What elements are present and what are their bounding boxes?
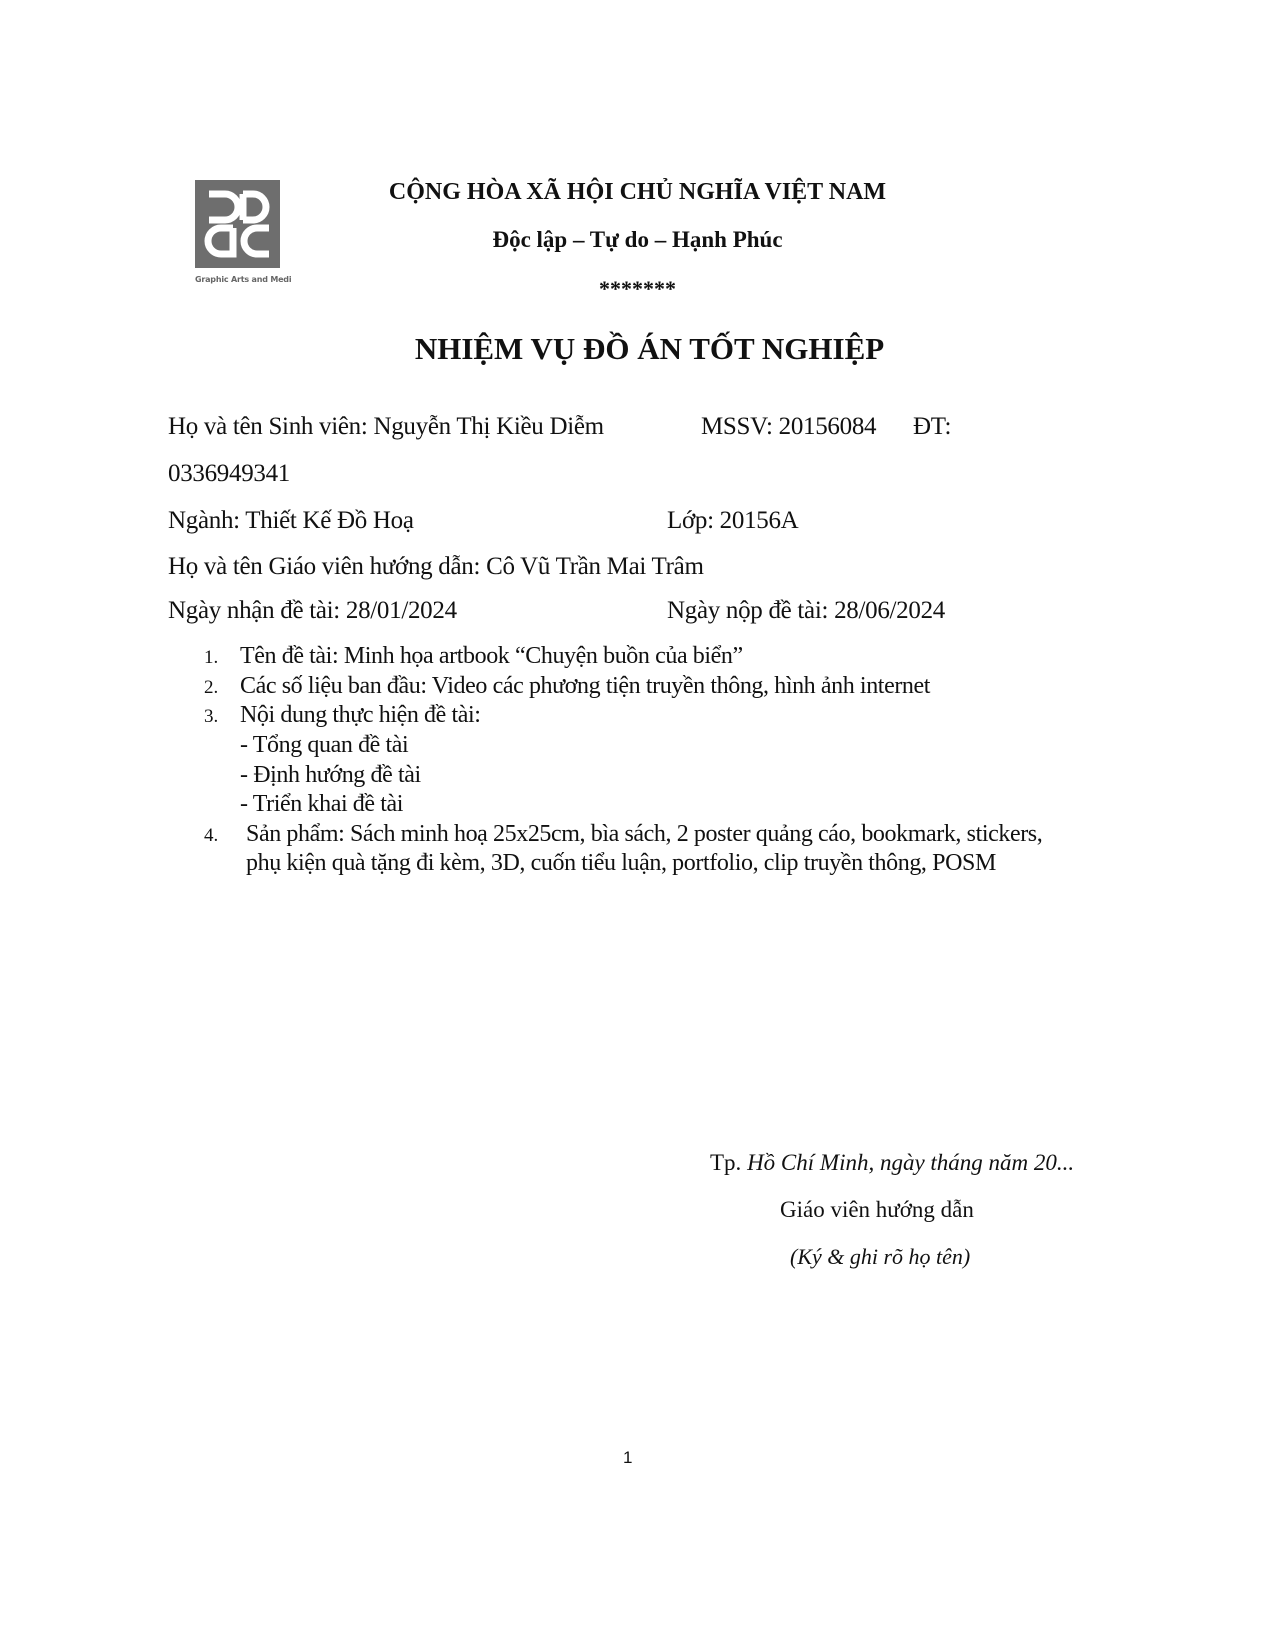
sub-list-item: - Triển khai đề tài	[240, 791, 404, 817]
list-item: Tên đề tài: Minh họa artbook “Chuyện buồn của biển”	[240, 643, 743, 669]
list-number: 4.	[204, 825, 219, 846]
phone-label: ĐT:	[913, 413, 952, 440]
list-number: 1.	[204, 647, 219, 668]
page-title: NHIỆM VỤ ĐỒ ÁN TỐT NGHIỆP	[414, 331, 885, 366]
advisor: Họ và tên Giáo viên hướng dẫn: Cô Vũ Trần Mai Trâm	[168, 553, 704, 580]
logo-caption: Graphic Arts and Medi	[195, 275, 292, 284]
list-number: 2.	[204, 677, 219, 698]
page-number: 1	[623, 1448, 633, 1467]
list-number: 3.	[204, 706, 219, 727]
class: Lớp: 20156A	[667, 507, 799, 534]
list-item: Các số liệu ban đầu: Video các phương tiện truyền thông, hình ảnh internet	[240, 673, 931, 699]
phone-number: 0336949341	[168, 460, 291, 487]
motto: Độc lập – Tự do – Hạnh Phúc	[492, 227, 783, 252]
place-prefix: Tp.	[710, 1150, 748, 1175]
country-header: CỘNG HÒA XÃ HỘI CHỦ NGHĨA VIỆT NAM	[388, 179, 887, 205]
signature-note: (Ký & ghi rõ họ tên)	[790, 1244, 971, 1269]
received-date: Ngày nhận đề tài: 28/01/2024	[168, 597, 457, 624]
sub-list-item: - Tổng quan đề tài	[240, 732, 409, 758]
signature-role: Giáo viên hướng dẫn	[780, 1197, 974, 1222]
signature-place-date	[710, 1151, 1074, 1174]
list-item: Nội dung thực hiện đề tài:	[240, 702, 481, 728]
due-date: Ngày nộp đề tài: 28/06/2024	[667, 597, 945, 624]
list-item: Sản phẩm: Sách minh hoạ 25x25cm, bìa sách, 2 poster quảng cáo, bookmark, stickers,	[246, 821, 1043, 847]
major: Ngành: Thiết Kế Đồ Hoạ	[168, 507, 414, 534]
place-date: Hồ Chí Minh, ngày tháng năm 20...	[747, 1150, 1075, 1175]
list-item-continuation: phụ kiện quà tặng đi kèm, 3D, cuốn tiểu luận, portfolio, clip truyền thông, POSM	[246, 850, 996, 876]
sub-list-item: - Định hướng đề tài	[240, 762, 421, 788]
student-name: Họ và tên Sinh viên: Nguyễn Thị Kiều Diễm	[168, 413, 604, 440]
student-id: MSSV: 20156084	[701, 413, 877, 440]
stars-divider: *******	[599, 276, 676, 301]
